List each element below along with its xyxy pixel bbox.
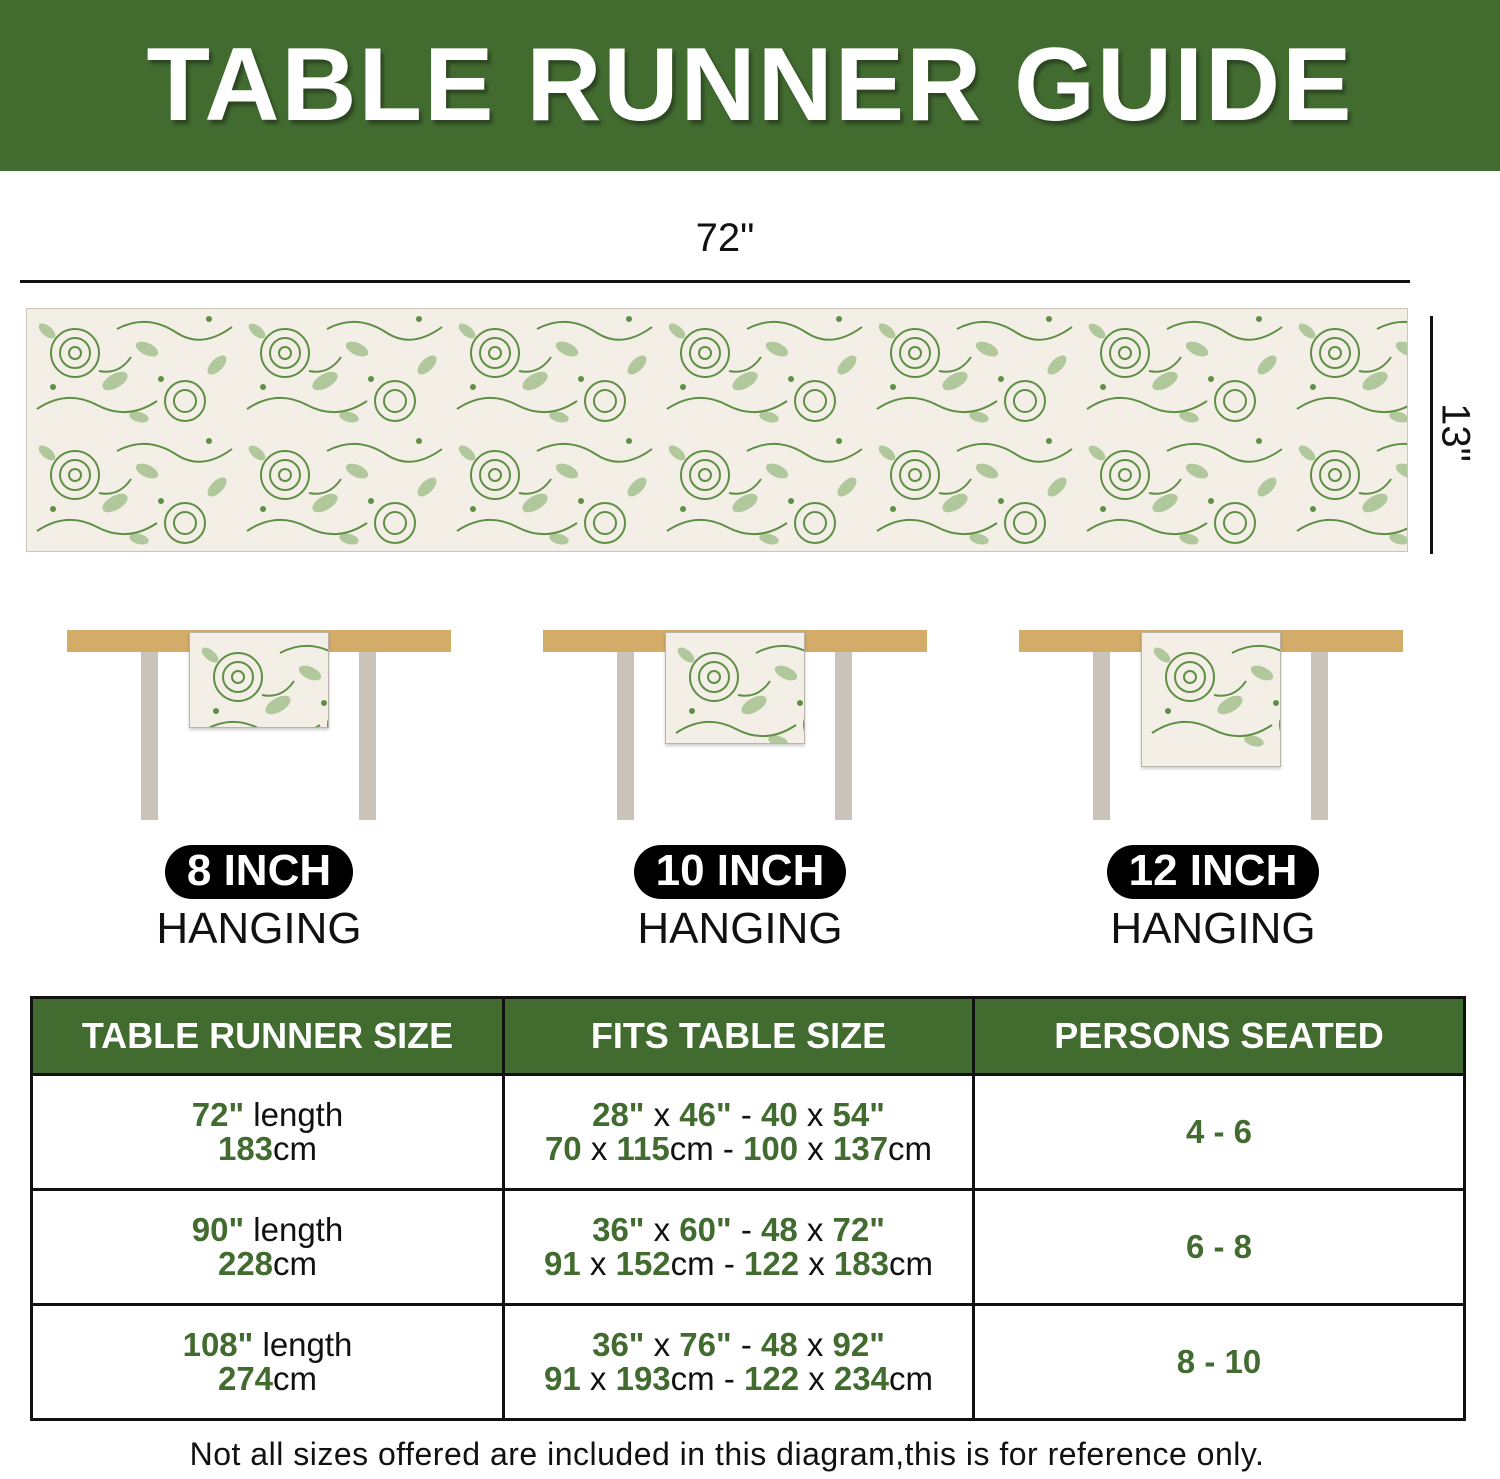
- hanging-word: HANGING: [156, 904, 362, 953]
- hanging-word: HANGING: [637, 904, 843, 953]
- persons-seated-cell: 6 - 8: [974, 1190, 1465, 1305]
- table-runner-image: [26, 308, 1408, 552]
- runner-size-cell: 72" length 183cm: [32, 1075, 504, 1190]
- length-dimension-line: [20, 280, 1410, 283]
- table-leg: [617, 652, 634, 820]
- hanging-amount-badge: 8 INCH: [165, 845, 353, 899]
- runner-drop: [189, 632, 329, 728]
- table-leg: [835, 652, 852, 820]
- header-persons-seated: PERSONS SEATED: [974, 998, 1465, 1075]
- runner-drop: [665, 632, 805, 744]
- persons-seated-cell: 8 - 10: [974, 1305, 1465, 1420]
- table-row: [32, 1190, 1465, 1305]
- table-header-row: [32, 998, 1465, 1075]
- header-banner: [0, 0, 1500, 171]
- floral-pattern: [27, 309, 1408, 552]
- fits-table-size-cell: 28" x 46" - 40 x 54" 70 x 115cm - 100 x 137cm: [504, 1075, 974, 1190]
- fits-table-size-cell: 36" x 60" - 48 x 72" 91 x 152cm - 122 x 183cm: [504, 1190, 974, 1305]
- hanging-word: HANGING: [1110, 904, 1316, 953]
- header-runner-size: TABLE RUNNER SIZE: [32, 998, 504, 1075]
- hanging-label-10-inch: [530, 845, 950, 955]
- runner-size-cell: 108" length 274cm: [32, 1305, 504, 1420]
- fits-table-size-cell: 36" x 76" - 48 x 92" 91 x 193cm - 122 x 234cm: [504, 1305, 974, 1420]
- table-row: [32, 1075, 1465, 1190]
- table-leg: [141, 652, 158, 820]
- table-illustration-12-inch: [1019, 630, 1403, 825]
- width-dimension-label: 13": [1433, 403, 1478, 462]
- table-leg: [359, 652, 376, 820]
- hanging-label-8-inch: [49, 845, 469, 955]
- hanging-amount-badge: 12 INCH: [1107, 845, 1320, 899]
- table-illustration-10-inch: [543, 630, 927, 825]
- table-leg: [1093, 652, 1110, 820]
- table-illustration-8-inch: [67, 630, 451, 825]
- size-table: [30, 996, 1466, 1421]
- table-row: [32, 1305, 1465, 1420]
- length-dimension-label: 72": [695, 216, 755, 260]
- runner-size-cell: 90" length 228cm: [32, 1190, 504, 1305]
- runner-drop: [1141, 632, 1281, 767]
- persons-seated-cell: 4 - 6: [974, 1075, 1465, 1190]
- hanging-label-12-inch: [1003, 845, 1423, 955]
- table-leg: [1311, 652, 1328, 820]
- page-title: TABLE RUNNER GUIDE: [146, 27, 1354, 143]
- footnote: Not all sizes offered are included in this diagram,this is for reference only.: [189, 1436, 1265, 1472]
- header-fits-table-size: FITS TABLE SIZE: [504, 998, 974, 1075]
- hanging-amount-badge: 10 INCH: [634, 845, 847, 899]
